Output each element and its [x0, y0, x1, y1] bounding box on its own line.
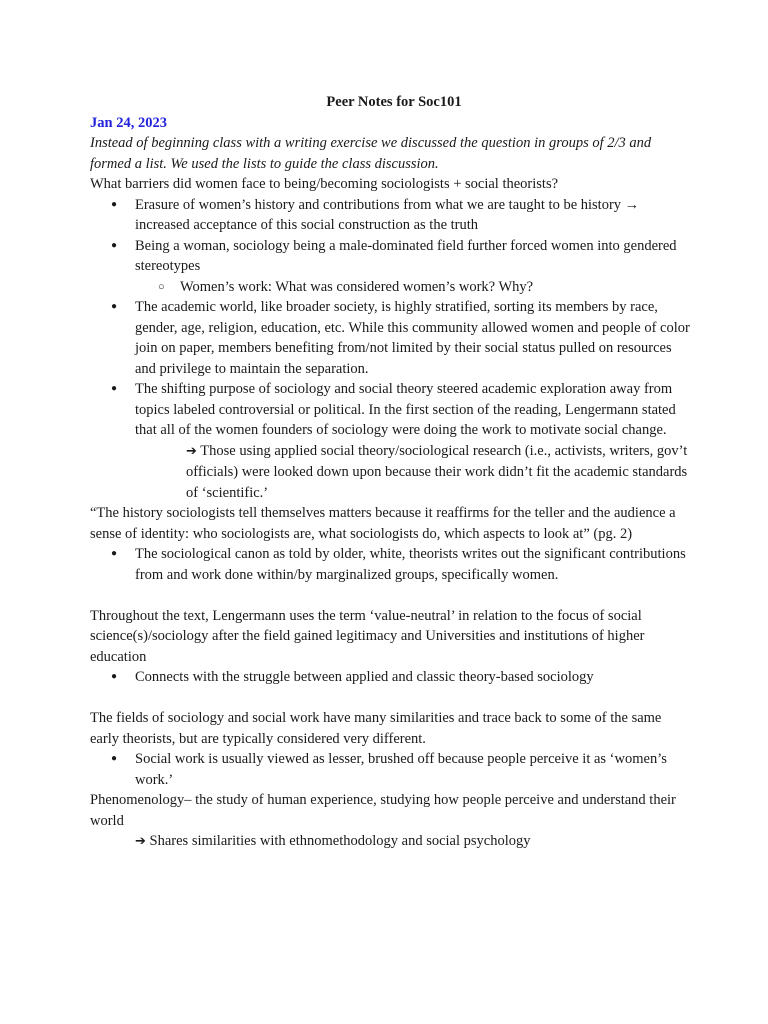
page-title: Peer Notes for Soc101 — [326, 94, 462, 110]
arrow-note-text: Those using applied social theory/sociological research (i.e., activists, writers, gov’t officials) were looked down upon because their work didn’t fit the academic standards of ‘scientific.’ — [186, 442, 688, 501]
value-neutral-list — [90, 667, 690, 688]
phenomenology-paragraph: Phenomenology– the study of human experience, studying how people perceive and understand their world — [90, 792, 676, 829]
spacer — [90, 688, 690, 709]
list-item: ● The sociological canon as told by older, white, theorists writes out the significant contributions from and work done within/by marginalized groups, specifically women. — [90, 544, 690, 585]
sub-list-item: ○ Women’s work: What was considered women’s work? Why? — [90, 277, 690, 298]
quote-paragraph: “The history sociologists tell themselves matters because it reaffirms for the teller and the audience a sense of identity: who sociologists are, what sociologists do, which aspects to look at” (pg. 2) — [90, 505, 676, 542]
list-item: ● The shifting purpose of sociology and social theory steered academic exploration away from topics labeled controversial or political. In the first section of the reading, Lengermann stated that all of the women founders of sociology were doing the work to motivate social change. — [90, 379, 690, 441]
list-item: ● Connects with the struggle between applied and classic theory-based sociology — [90, 667, 690, 688]
intro-paragraph: Instead of beginning class with a writing exercise we discussed the question in groups of 2/3 and formed a list. We used the lists to guide the class discussion. — [90, 135, 652, 172]
arrow-note — [90, 441, 690, 504]
value-neutral-paragraph: Throughout the text, Lengermann uses the term ‘value-neutral’ in relation to the focus of social science(s)/sociology after the field gained legitimacy and Universities and institutions of higher education — [90, 607, 645, 665]
list-item: ● Erasure of women’s history and contributions from what we are taught to be history → increased acceptance of this social construction as the truth — [90, 195, 690, 236]
list-item — [90, 236, 690, 277]
spacer — [90, 585, 690, 606]
barriers-list — [90, 195, 690, 441]
list-item: ● Social work is usually viewed as lesser, brushed off because people perceive it as ‘women’s work.’ — [90, 749, 690, 790]
date-heading: Jan 24, 2023 — [90, 114, 167, 131]
arrow-icon: ➔ — [186, 443, 197, 459]
document-body — [90, 92, 690, 853]
list-item-text: Being a woman, sociology being a male-dominated field further forced women into gendered stereotypes — [135, 237, 677, 274]
social-work-list — [90, 749, 690, 790]
arrow-note-text: Shares similarities with ethnomethodology and social psychology — [149, 833, 531, 849]
list-item: ● The academic world, like broader society, is highly stratified, sorting its members by race, gender, age, religion, education, etc. While this community allowed women and people of color join on paper, members benefiting from/not limited by their social status pulled on resources and privilege to maintain the separation. — [90, 297, 690, 379]
quote-list — [90, 544, 690, 585]
arrow-note — [90, 831, 690, 853]
social-work-paragraph: The fields of sociology and social work have many similarities and trace back to some of the same early theorists, but are typically considered very different. — [90, 710, 662, 747]
arrow-icon: ➔ — [135, 834, 146, 849]
discussion-question: What barriers did women face to being/becoming sociologists + social theorists? — [90, 176, 559, 192]
